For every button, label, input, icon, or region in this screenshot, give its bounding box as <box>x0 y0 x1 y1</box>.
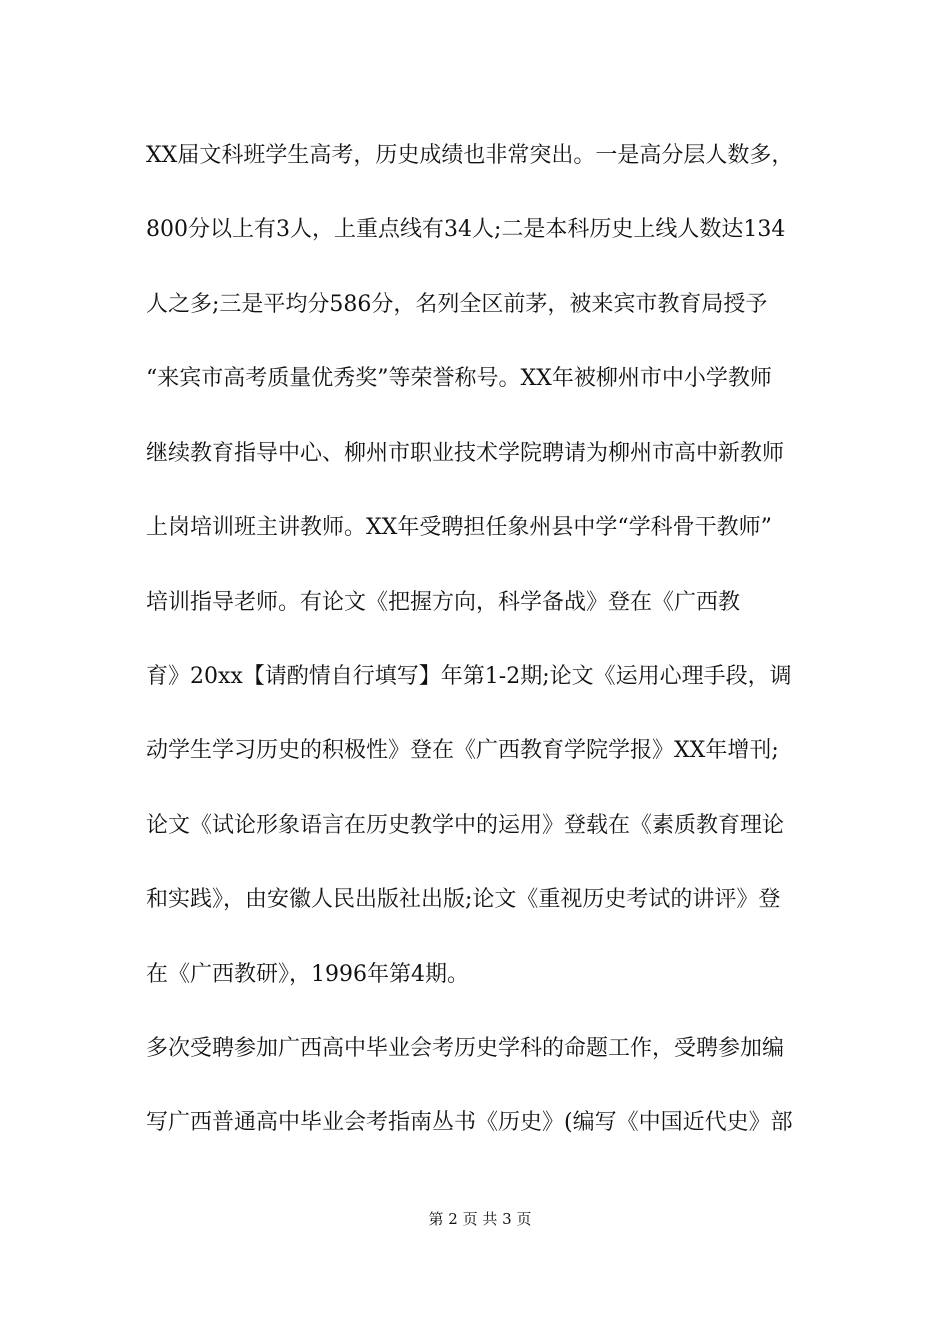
body-text-line: 育》20xx【请酌情自行填写】年第1-2期;论文《运用心理手段，调 <box>146 664 792 689</box>
body-text-line: 培训指导老师。有论文《把握方向，科学备战》登在《广西教 <box>146 590 741 615</box>
body-text-line: 和实践》，由安徽人民出版社出版;论文《重视历史考试的讲评》登 <box>146 887 781 912</box>
page-number-footer: 第 2 页 共 3 页 <box>428 1210 532 1228</box>
body-text-line: XX届文科班学生高考，历史成绩也非常突出。一是高分层人数多， <box>146 143 794 168</box>
body-text-line: 在《广西教研》，1996年第4期。 <box>146 962 469 987</box>
body-text-line: “来宾市高考质量优秀奖”等荣誉称号。XX年被柳州市中小学教师 <box>146 366 772 391</box>
body-text-line: 动学生学习历史的积极性》登在《广西教育学院学报》XX年增刊; <box>146 738 779 763</box>
body-text-line: 写广西普通高中毕业会考指南丛书《历史》(编写《中国近代史》部 <box>146 1110 793 1135</box>
body-text-line: 800分以上有3人，上重点线有34人;二是本科历史上线人数达134 <box>146 217 786 242</box>
body-text-line: 论文《试论形象语言在历史教学中的运用》登载在《素质教育理论 <box>146 813 785 838</box>
body-text-line: 人之多;三是平均分586分，名列全区前茅，被来宾市教育局授予 <box>146 292 768 317</box>
body-text-line: 继续教育指导中心、柳州市职业技术学院聘请为柳州市高中新教师 <box>146 441 785 466</box>
body-text-line: 多次受聘参加广西高中毕业会考历史学科的命题工作，受聘参加编 <box>146 1036 785 1061</box>
body-text-line: 上岗培训班主讲教师。XX年受聘担任象州县中学“学科骨干教师” <box>146 515 772 540</box>
